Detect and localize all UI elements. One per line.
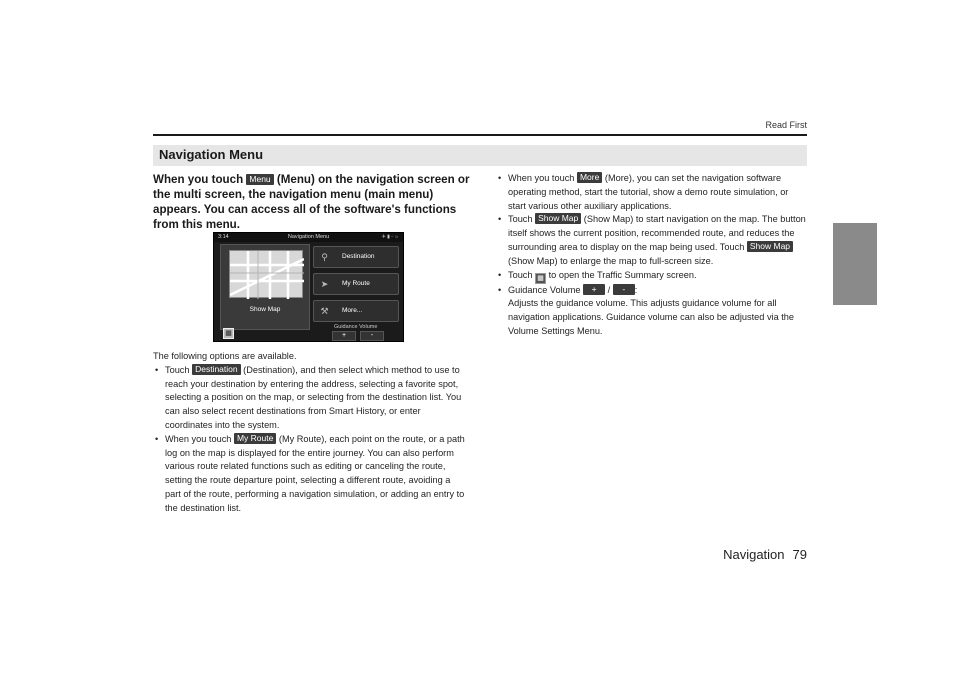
show-map-tag: Show Map bbox=[535, 213, 581, 224]
right-column bbox=[496, 172, 808, 339]
left-column bbox=[153, 350, 468, 516]
page-footer bbox=[715, 547, 807, 562]
volume-up-button[interactable]: + bbox=[332, 331, 356, 341]
running-header: Read First bbox=[765, 120, 807, 130]
show-map-tag-2: Show Map bbox=[747, 241, 793, 252]
search-icon: ⚲ bbox=[321, 252, 328, 262]
tools-icon: ⚒ bbox=[320, 306, 329, 316]
section-title: Navigation Menu bbox=[159, 147, 264, 162]
bullet-show-map: • Touch Show Map (Show Map) to start navigation on the map. The button itself shows the current position, recommended route, and reduces the surrounding area to display on the map being used. Touch Show Map (Show Map) to enlarge the map to full-screen size. bbox=[498, 213, 806, 266]
volume-plus-tag: + bbox=[583, 284, 605, 295]
destination-button[interactable]: ⚲ Destination bbox=[313, 246, 399, 268]
more-button[interactable]: ⚒ More... bbox=[313, 300, 399, 322]
header-rule bbox=[153, 134, 807, 136]
options-lead: The following options are available. bbox=[153, 351, 297, 361]
map-thumbnail bbox=[229, 250, 303, 298]
my-route-tag: My Route bbox=[234, 433, 276, 444]
section-bar bbox=[153, 145, 807, 166]
footer-section: Navigation bbox=[723, 547, 785, 562]
bullet-destination: • Touch Destination (Destination), and then select which method to use to reach your destination by entering the address, selecting a favorite spot, selecting a position on the map, or selecting from the destination list. You can also select recent destinations from Smart History, or enter coordinates into the system. bbox=[155, 363, 462, 430]
guidance-volume-label: Guidance Volume bbox=[334, 324, 378, 330]
bullet-my-route: • When you touch My Route (My Route), each point on the route, or a path log on the map is displayed for the entire journey. You can also perform various route related functions such as editing or canceling the route, setting the route departure point, selecting a different route, avoiding a part of the route, performing a navigation simulation, or adding an entry to the destination list. bbox=[155, 432, 465, 513]
bullet-guidance-volume: • Guidance Volume + / - : Adjusts the guidance volume. This adjusts guidance volume for all navigation applications. Guidance volume can also be adjusted via the Volume Settings Menu. bbox=[498, 283, 795, 336]
device-clock: 3:14 bbox=[218, 234, 229, 240]
intro-paragraph: When you touch Menu (Menu) on the navigation screen or the multi screen, the navigation menu (main menu) appears. You can access all of the software's functions from this menu. bbox=[153, 173, 470, 231]
show-map-label: Show Map bbox=[249, 306, 281, 313]
traffic-icon: ▦ bbox=[535, 273, 546, 284]
menu-tag: Menu bbox=[246, 174, 273, 185]
traffic-summary-icon[interactable]: ▦ bbox=[223, 328, 234, 339]
device-status-bar bbox=[214, 233, 403, 242]
bullet-traffic: • Touch ▦ to open the Traffic Summary screen. bbox=[498, 269, 697, 282]
device-screen-title: Navigation Menu bbox=[287, 234, 330, 240]
chapter-tab bbox=[833, 223, 877, 305]
bullet-more: • When you touch More (More), you can set the navigation software operating method, start the tutorial, show a demo route simulation, or start various other auxiliary applications. bbox=[498, 172, 789, 211]
volume-minus-tag: - bbox=[613, 284, 635, 295]
more-tag: More bbox=[577, 172, 602, 183]
show-map-button[interactable] bbox=[220, 244, 310, 330]
volume-down-button[interactable]: - bbox=[360, 331, 384, 341]
map-roads-icon bbox=[230, 251, 304, 299]
route-icon: ➤ bbox=[320, 279, 329, 289]
navigation-menu-screenshot bbox=[213, 232, 404, 342]
device-status-icons: ✈ ▮ ◦ ☼ bbox=[381, 234, 399, 240]
my-route-button[interactable]: ➤ My Route bbox=[313, 273, 399, 295]
destination-tag: Destination bbox=[192, 364, 241, 375]
page-number: 79 bbox=[792, 547, 807, 562]
